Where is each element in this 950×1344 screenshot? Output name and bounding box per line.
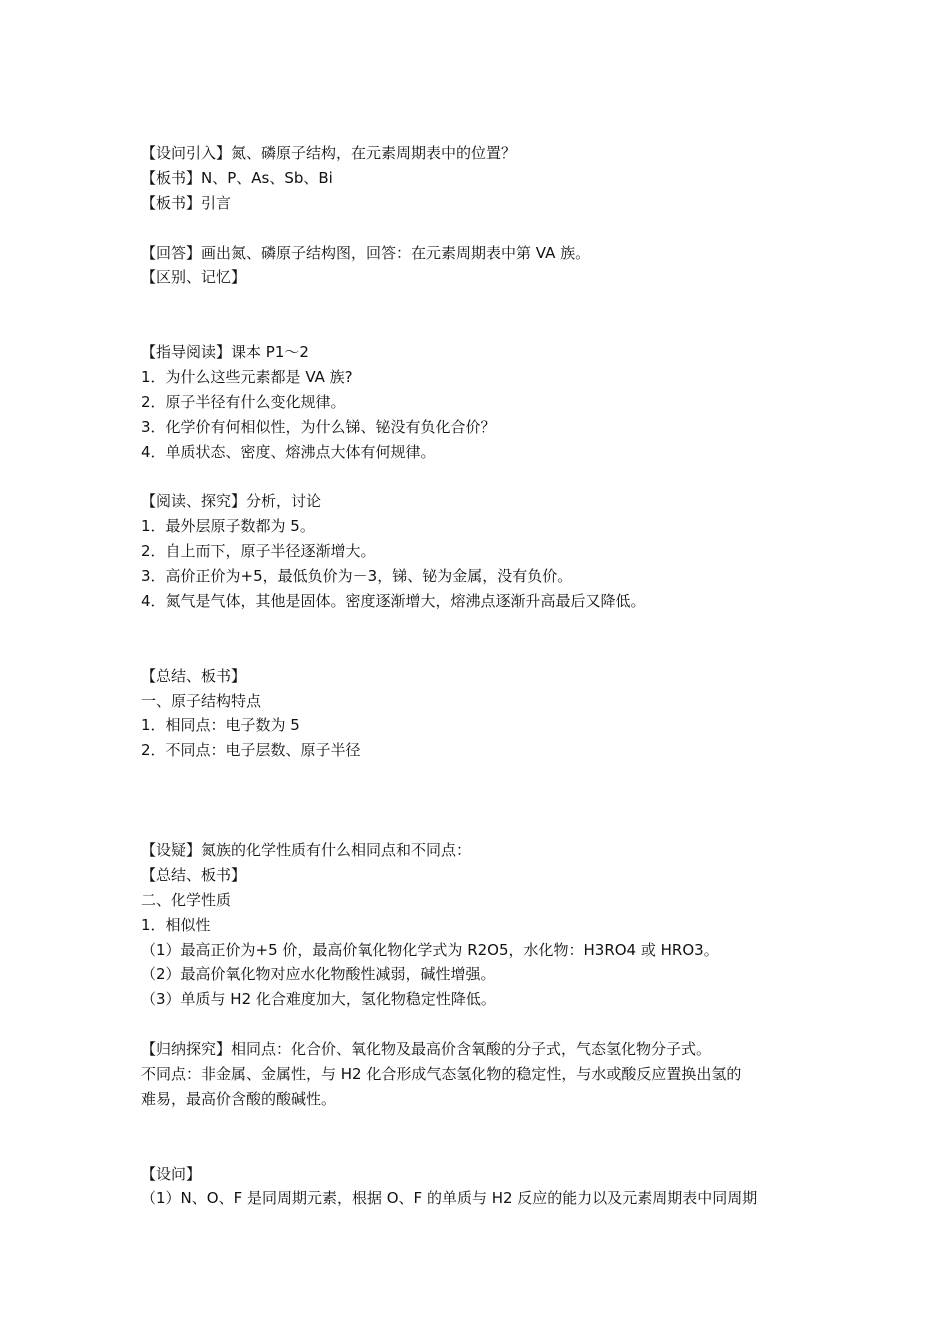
- text-line: 3．化学价有何相似性，为什么锑、铋没有负化合价？: [141, 417, 496, 436]
- text-line: 1．相似性: [141, 915, 211, 934]
- blank-line: [141, 465, 821, 490]
- text-line: 1．最外层原子数都为 5。: [141, 517, 315, 536]
- text-line: 1．相同点：电子数为 5: [141, 716, 300, 735]
- blank-line: [141, 290, 821, 315]
- text-line: 【板书】N、P、As、Sb、Bi: [141, 168, 333, 187]
- blank-line: [141, 1012, 821, 1037]
- text-line: 【阅读、探究】分析，讨论: [141, 492, 322, 511]
- blank-line: [141, 813, 821, 838]
- text-line: （1）N、O、F 是同周期元素，根据 O、F 的单质与 H2 反应的能力以及元素周期表中同周期: [141, 1189, 758, 1208]
- blank-line: [141, 1137, 821, 1162]
- text-line: 4．氮气是气体，其他是固体。密度逐渐增大，熔沸点逐渐升高最后又降低。: [141, 592, 646, 611]
- blank-line: [141, 763, 821, 788]
- text-line: 【总结、板书】: [141, 865, 247, 884]
- text-line: 不同点：非金属、金属性，与 H2 化合形成气态氢化物的稳定性，与水或酸反应置换出氢的: [141, 1064, 742, 1083]
- text-line: 【设疑】氮族的化学性质有什么相同点和不同点：: [141, 840, 472, 859]
- text-line: 4．单质状态、密度、熔沸点大体有何规律。: [141, 442, 436, 461]
- blank-line: [141, 315, 821, 340]
- text-line: 2．自上而下，原子半径逐渐增大。: [141, 542, 376, 561]
- blank-line: [141, 639, 821, 664]
- blank-line: [141, 216, 821, 241]
- text-line: 【板书】引言: [141, 193, 232, 212]
- blank-line: [141, 788, 821, 813]
- text-line: （3）单质与 H2 化合难度加大，氢化物稳定性降低。: [141, 990, 496, 1009]
- text-line: （2）最高价氧化物对应水化物酸性减弱，碱性增强。: [141, 965, 496, 984]
- text-line: 【归纳探究】相同点：化合价、氧化物及最高价含氧酸的分子式，气态氢化物分子式。: [141, 1040, 712, 1059]
- text-line: 2．不同点：电子层数、原子半径: [141, 741, 361, 760]
- text-line: 【总结、板书】: [141, 666, 247, 685]
- document-body: [141, 141, 821, 1211]
- text-line: 难易，最高价含酸的酸碱性。: [141, 1089, 337, 1108]
- text-line: 【区别、记忆】: [141, 268, 247, 287]
- text-line: 【设问】: [141, 1164, 202, 1183]
- text-line: （1）最高正价为+5 价，最高价氧化物化学式为 R2O5，水化物：H3RO4 或 HRO3。: [141, 940, 719, 959]
- text-line: 【设问引入】氮、磷原子结构，在元素周期表中的位置？: [141, 144, 517, 162]
- text-line: 【指导阅读】课本 P1～2: [141, 343, 309, 362]
- blank-line: [141, 1112, 821, 1137]
- text-line: 3．高价正价为+5，最低负价为－3，锑、铋为金属，没有负价。: [141, 567, 573, 586]
- text-line: 2．原子半径有什么变化规律。: [141, 392, 346, 411]
- text-line: 二、化学性质: [141, 890, 232, 909]
- blank-line: [141, 614, 821, 639]
- text-line: 一、原子结构特点: [141, 691, 262, 710]
- text-line: 【回答】画出氮、磷原子结构图，回答：在元素周期表中第 VA 族。: [141, 243, 591, 262]
- text-line: 1．为什么这些元素都是 VA 族?: [141, 368, 353, 387]
